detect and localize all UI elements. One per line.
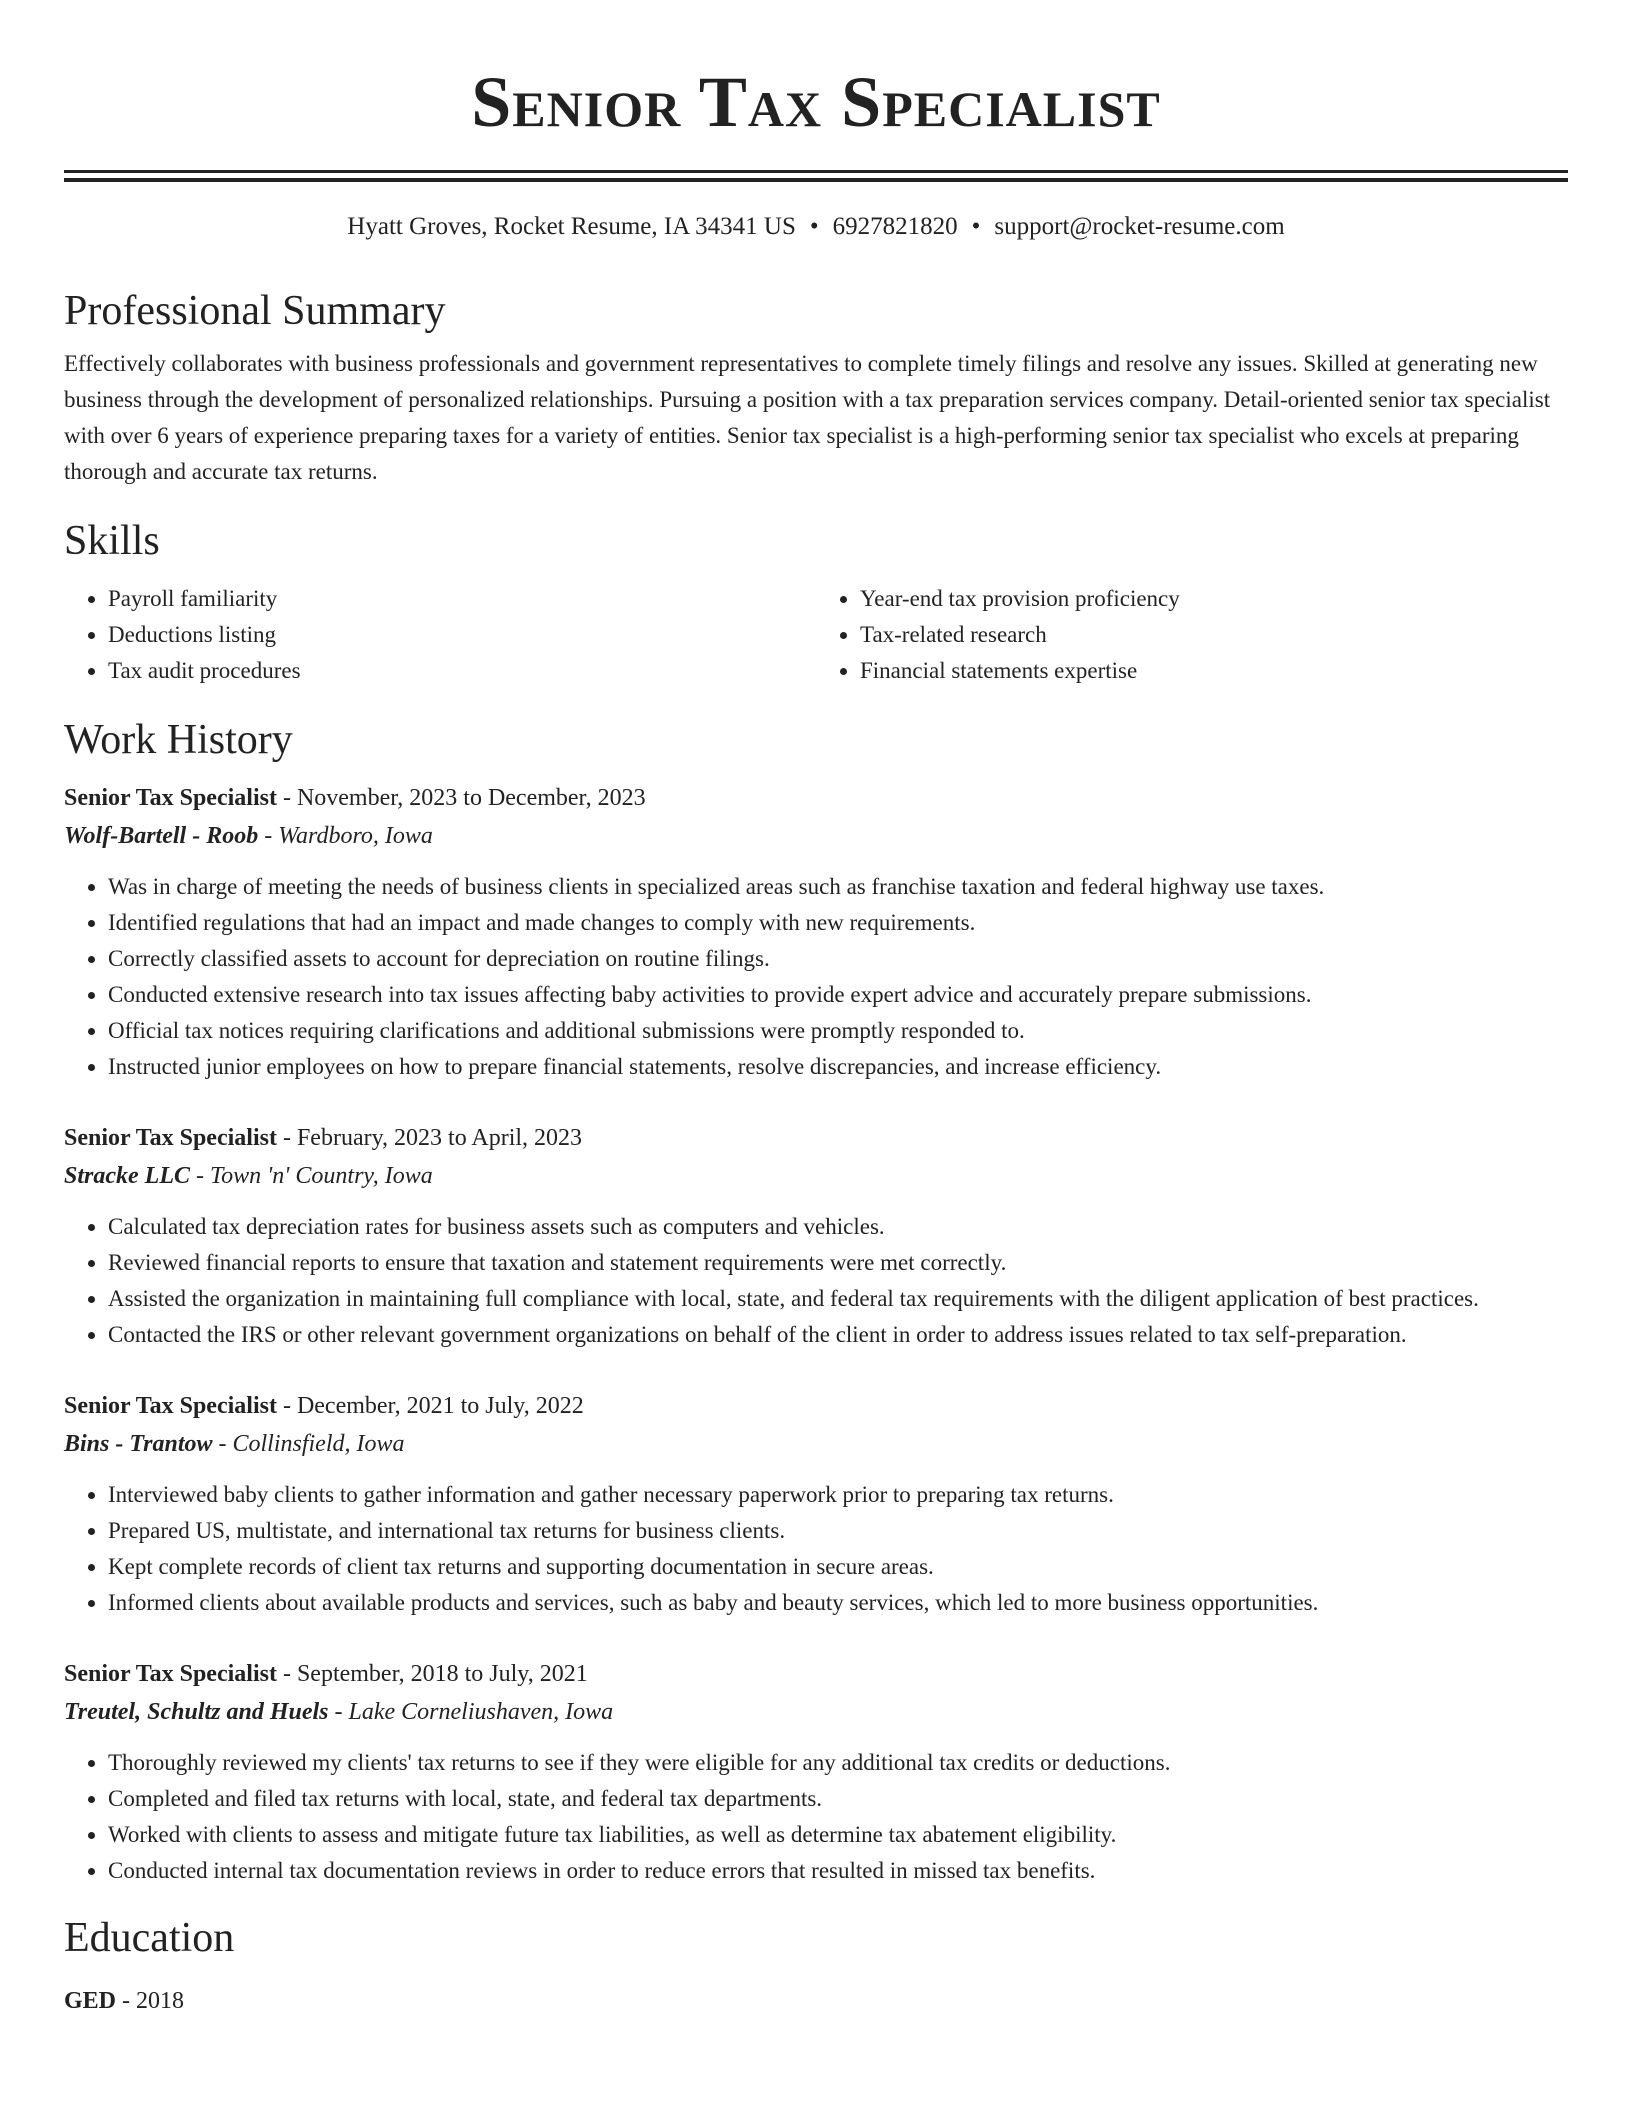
job-bullet: • Instructed junior employees on how to prepare financial statements, resolve discrepancies, and increase efficiency. (108, 1049, 1568, 1085)
job-bullet: • Calculated tax depreciation rates for business assets such as computers and vehicles. (108, 1209, 1568, 1245)
education-year: - 2018 (116, 1987, 185, 2014)
job-company-line (64, 817, 1568, 855)
job-bullets (64, 1745, 1568, 1889)
job-location: - Wardboro, Iowa (258, 823, 433, 850)
job-bullets (64, 869, 1568, 1085)
skill-item: • Deductions listing (108, 617, 816, 653)
contact-separator: • (809, 213, 819, 240)
job-company-line (64, 1157, 1568, 1195)
job-bullet: • Thoroughly reviewed my clients' tax returns to see if they were eligible for any additional tax credits or deductions. (108, 1745, 1568, 1781)
skills-list (64, 581, 1568, 689)
education-degree: GED (64, 1987, 117, 2014)
job-bullet: • Worked with clients to assess and mitigate future tax liabilities, as well as determine tax abatement eligibility. (108, 1817, 1568, 1853)
job-bullets (64, 1209, 1568, 1353)
job-bullet: • Interviewed baby clients to gather information and gather necessary paperwork prior to preparing tax returns. (108, 1477, 1568, 1513)
job-bullet: • Reviewed financial reports to ensure that taxation and statement requirements were met correctly. (108, 1245, 1568, 1281)
job-company: Treutel, Schultz and Huels (64, 1699, 329, 1726)
job-bullet: • Conducted extensive research into tax issues affecting baby activities to provide expert advice and accurately prepare submissions. (108, 977, 1568, 1013)
job-bullet: • Correctly classified assets to account for depreciation on routine filings. (108, 941, 1568, 977)
job-title-line (64, 1119, 1568, 1157)
skill-item: • Financial statements expertise (860, 653, 1568, 689)
job-bullet: • Informed clients about available products and services, such as baby and beauty services, which led to more business opportunities. (108, 1585, 1568, 1621)
skill-item: • Tax-related research (860, 617, 1568, 653)
job-bullet: • Official tax notices requiring clarifications and additional submissions were promptly responded to. (108, 1013, 1568, 1049)
contact-line (64, 212, 1568, 242)
job-location: - Town 'n' Country, Iowa (190, 1163, 433, 1190)
job-bullet: • Completed and filed tax returns with local, state, and federal tax departments. (108, 1781, 1568, 1817)
contact-address: Hyatt Groves, Rocket Resume, IA 34341 US (347, 213, 796, 240)
job-title-line (64, 1387, 1568, 1425)
job-bullet: • Assisted the organization in maintaining full compliance with local, state, and federal tax requirements with the diligent application of best practices. (108, 1281, 1568, 1317)
job-title-line (64, 779, 1568, 817)
contact-separator: • (971, 213, 981, 240)
job-entry (64, 1655, 1568, 1889)
job-dates: - December, 2021 to July, 2022 (276, 1393, 584, 1420)
skills-heading: Skills (64, 518, 160, 565)
job-company-line (64, 1693, 1568, 1731)
contact-phone: 6927821820 (832, 213, 958, 240)
education-entry (64, 1982, 1568, 2020)
education-heading: Education (64, 1915, 235, 1962)
summary-heading: Professional Summary (64, 288, 446, 334)
skill-item: • Payroll familiarity (108, 581, 816, 617)
job-bullet: • Was in charge of meeting the needs of business clients in specialized areas such as franchise taxation and federal highway use taxes. (108, 869, 1568, 905)
job-bullet: • Contacted the IRS or other relevant government organizations on behalf of the client in order to address issues related to tax self-preparation. (108, 1317, 1568, 1353)
work-history-heading: Work History (64, 716, 293, 763)
job-dates: - September, 2018 to July, 2021 (276, 1661, 588, 1688)
job-title: Senior Tax Specialist (64, 785, 277, 812)
job-title-line (64, 1655, 1568, 1693)
skills-column-right (816, 581, 1568, 689)
job-title: Senior Tax Specialist (64, 1393, 277, 1420)
job-bullet: • Kept complete records of client tax returns and supporting documentation in secure areas. (108, 1549, 1568, 1585)
skills-column-left (64, 581, 816, 689)
job-company: Stracke LLC (64, 1163, 190, 1190)
job-dates: - February, 2023 to April, 2023 (276, 1125, 583, 1152)
job-bullet: • Identified regulations that had an impact and made changes to comply with new requirements. (108, 905, 1568, 941)
job-company: Bins - Trantow (64, 1431, 213, 1458)
job-bullet: • Conducted internal tax documentation reviews in order to reduce errors that resulted in missed tax benefits. (108, 1853, 1568, 1889)
job-location: - Lake Corneliushaven, Iowa (328, 1699, 614, 1726)
job-company-line (64, 1425, 1568, 1463)
job-location: - Collinsfield, Iowa (212, 1431, 405, 1458)
summary-text: Effectively collaborates with business professionals and government representatives to complete timely filings and resolve any issues. Skilled at generating new business through the development of personalized relationships. Pursuing a position with a tax preparation services company. Detail-oriented senior tax specialist with over 6 years of experience preparing taxes for a variety of entities. Senior tax specialist is a high-performing senior tax specialist who excels at preparing thorough and accurate tax returns. (64, 351, 1551, 485)
job-title: Senior Tax Specialist (64, 1661, 277, 1688)
skill-item: • Year-end tax provision proficiency (860, 581, 1568, 617)
job-company: Wolf-Bartell - Roob (64, 823, 259, 850)
job-dates: - November, 2023 to December, 2023 (276, 785, 646, 812)
job-entry (64, 779, 1568, 1085)
job-entry (64, 1387, 1568, 1621)
job-bullets (64, 1477, 1568, 1621)
skill-item: • Tax audit procedures (108, 653, 816, 689)
title-divider (64, 170, 1568, 182)
contact-email: support@rocket-resume.com (994, 213, 1285, 240)
job-entry (64, 1119, 1568, 1353)
resume-title: Senior Tax Specialist (471, 62, 1161, 142)
job-title: Senior Tax Specialist (64, 1125, 277, 1152)
job-bullet: • Prepared US, multistate, and international tax returns for business clients. (108, 1513, 1568, 1549)
